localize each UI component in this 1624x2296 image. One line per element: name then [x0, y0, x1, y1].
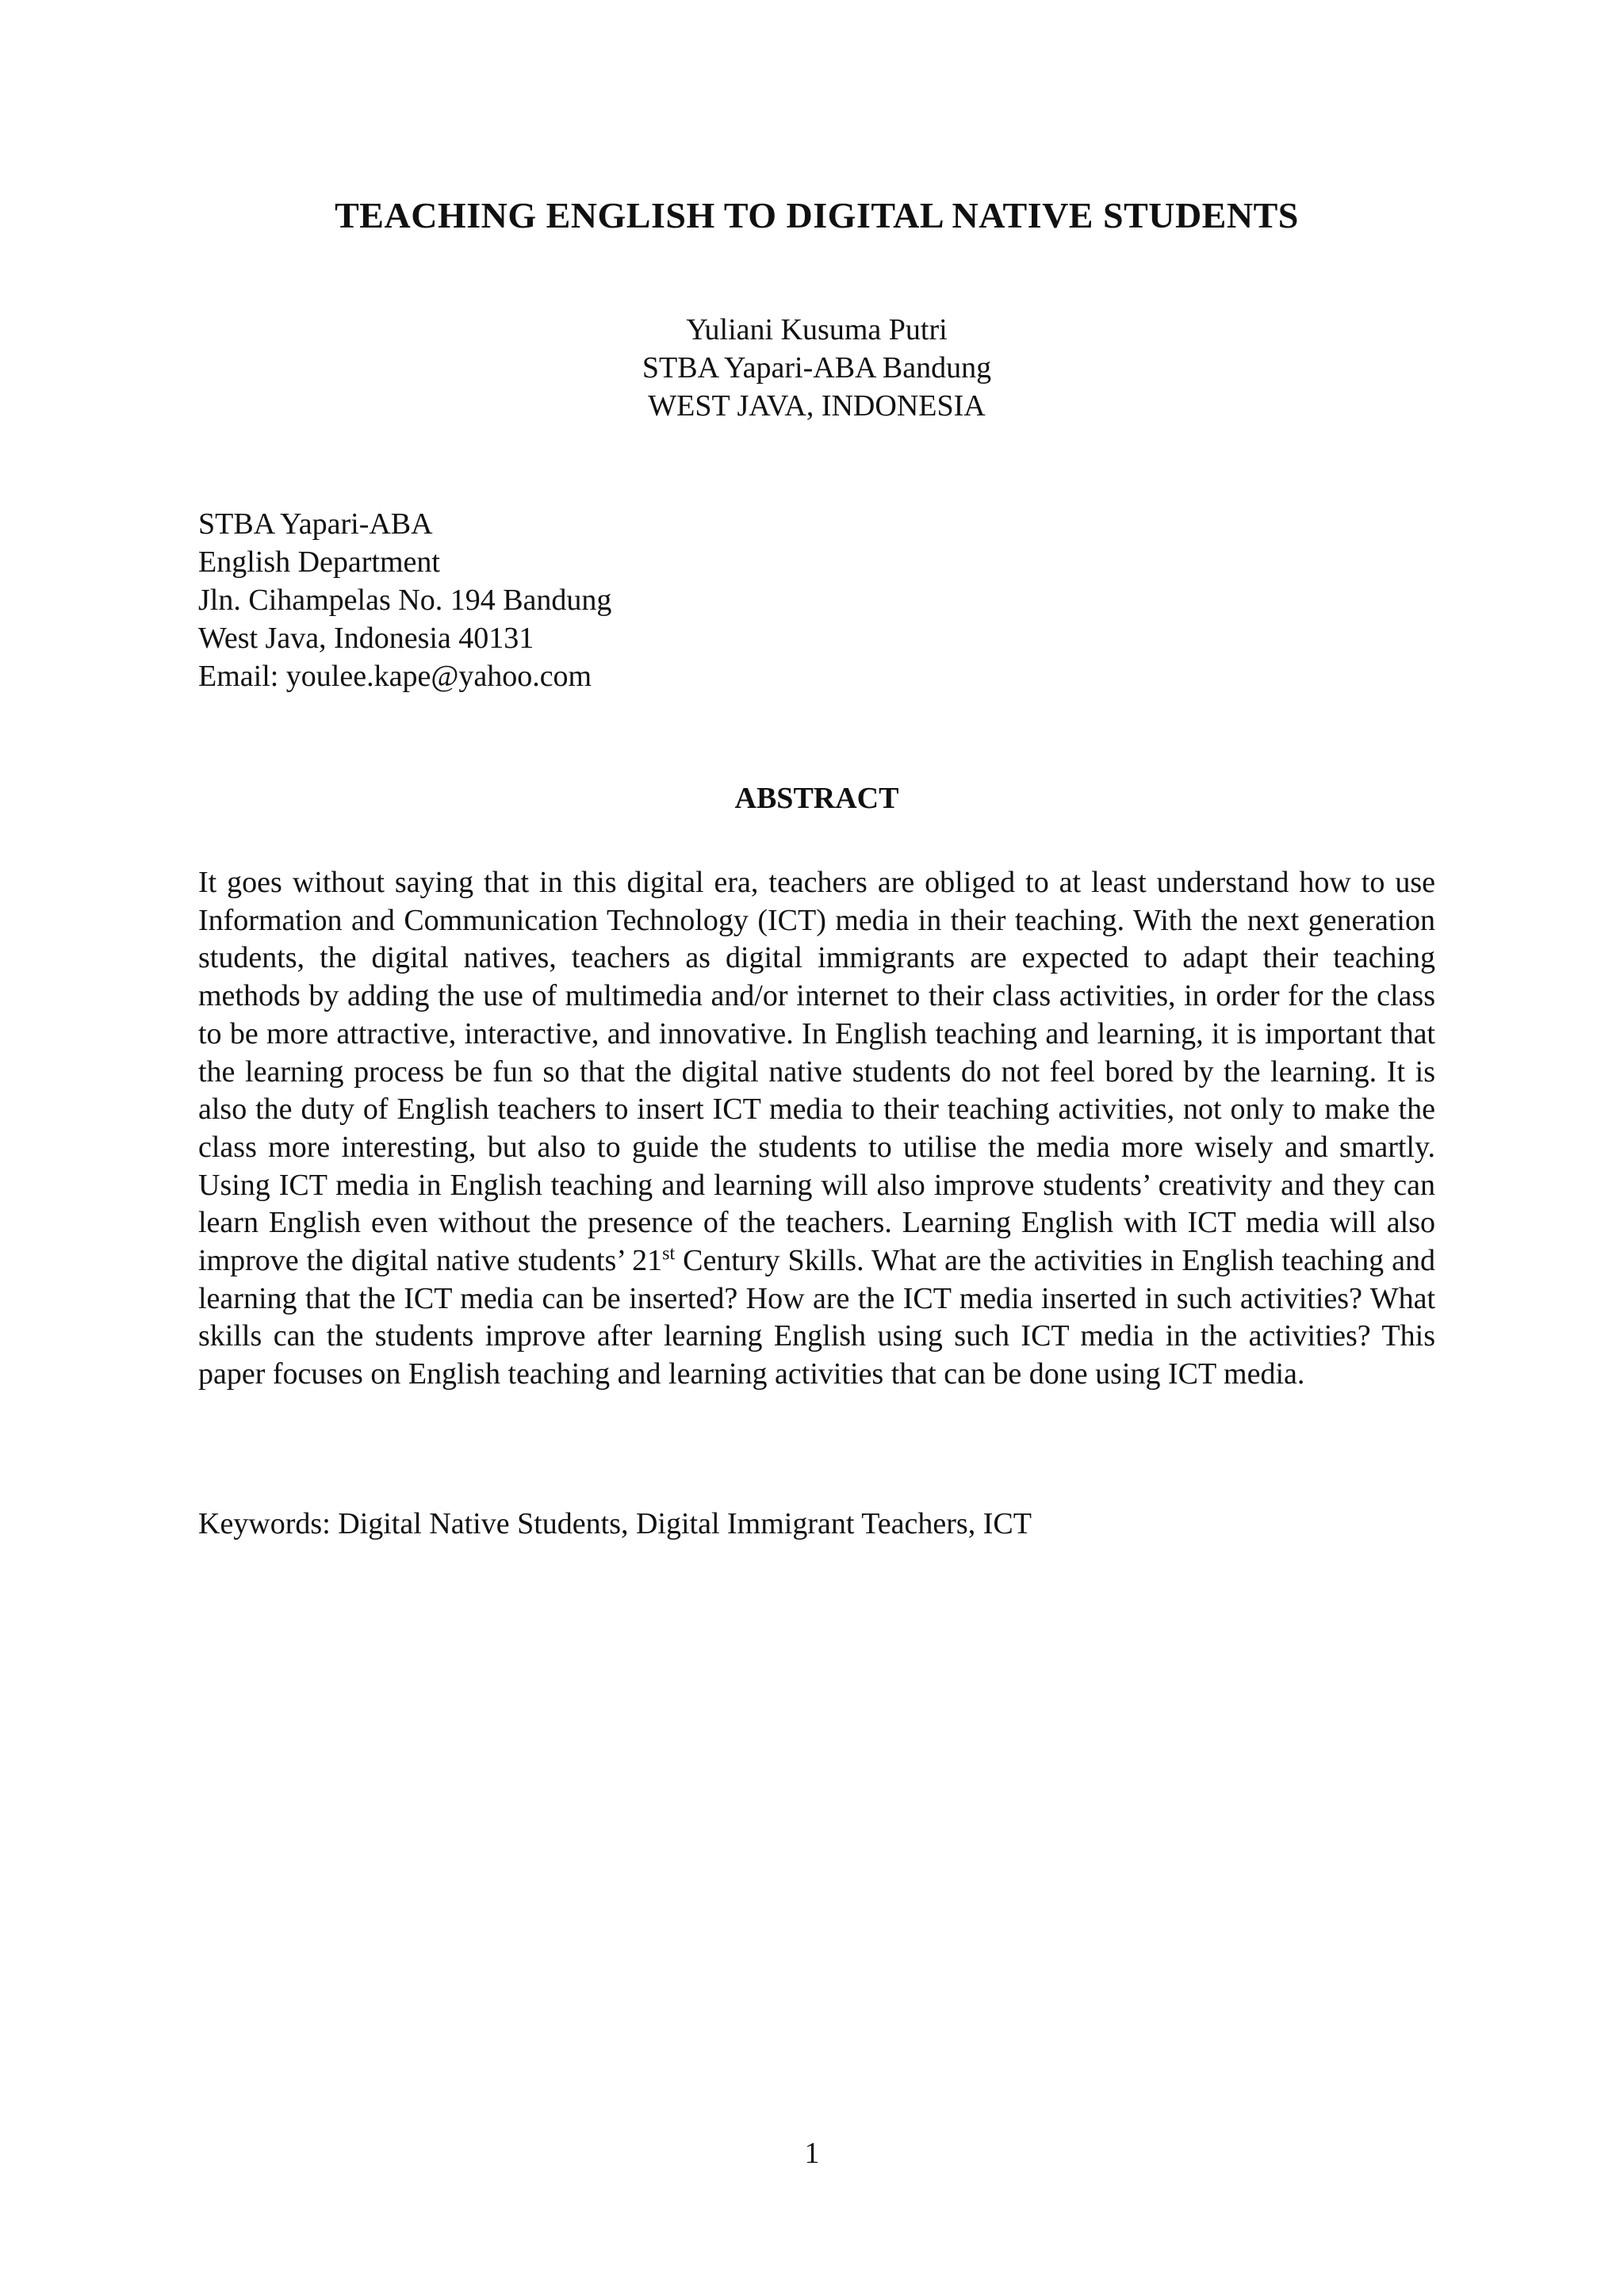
author-institution: STBA Yapari-ABA Bandung: [642, 351, 992, 385]
address-line-city: West Java, Indonesia 40131: [198, 622, 534, 655]
abstract-body: [198, 864, 1435, 1394]
address-block: [198, 505, 912, 695]
author-name: Yuliani Kusuma Putri: [686, 313, 948, 346]
author-block: [515, 311, 1118, 425]
address-line-institution: STBA Yapari-ABA: [198, 507, 433, 541]
author-region: WEST JAVA, INDONESIA: [648, 389, 986, 423]
address-email: Email: youlee.kape@yahoo.com: [198, 660, 592, 693]
abstract-heading: ABSTRACT: [734, 782, 899, 815]
abstract-superscript: st: [662, 1243, 676, 1265]
abstract-text-part1: It goes without saying that in this digital era, teachers are obliged to at least understand how to use Information and Communication Technology (ICT) media in their teaching. With the next generation students, the digital natives, teachers as digital immigrants are expected to adapt their teaching methods by adding the use of multimedia and/or internet to their class activities, in order for the class to be more attractive, interactive, and innovative. In English teaching and learning, it is important that the learning process be fun so that the digital native students do not feel bored by the learning. It is also the duty of English teachers to insert ICT media to their teaching activities, not only to make the class more interesting, but also to guide the students to utilise the media more wisely and smartly. Using ICT media in English teaching and learning will also improve students’ creativity and they can learn English even without the presence of the teachers. Learning English with ICT media will also improve the digital native students’ 21: [198, 866, 1435, 1278]
page-number: 1: [804, 2137, 820, 2170]
paper-title: TEACHING ENGLISH TO DIGITAL NATIVE STUDENTS: [335, 195, 1299, 235]
address-line-street: Jln. Cihampelas No. 194 Bandung: [198, 584, 612, 617]
address-line-department: English Department: [198, 545, 440, 579]
abstract-text-part2: Century Skills. What are the activities in English teaching and learning that the ICT media can be inserted? How are the ICT media inserted in such activities? What skills can the students improve after learning English using such ICT media in the activities? This paper focuses on English teaching and learning activities that can be done using ICT media.: [198, 1244, 1435, 1391]
keywords-line: Keywords: Digital Native Students, Digital Immigrant Teachers, ICT: [198, 1507, 1032, 1540]
